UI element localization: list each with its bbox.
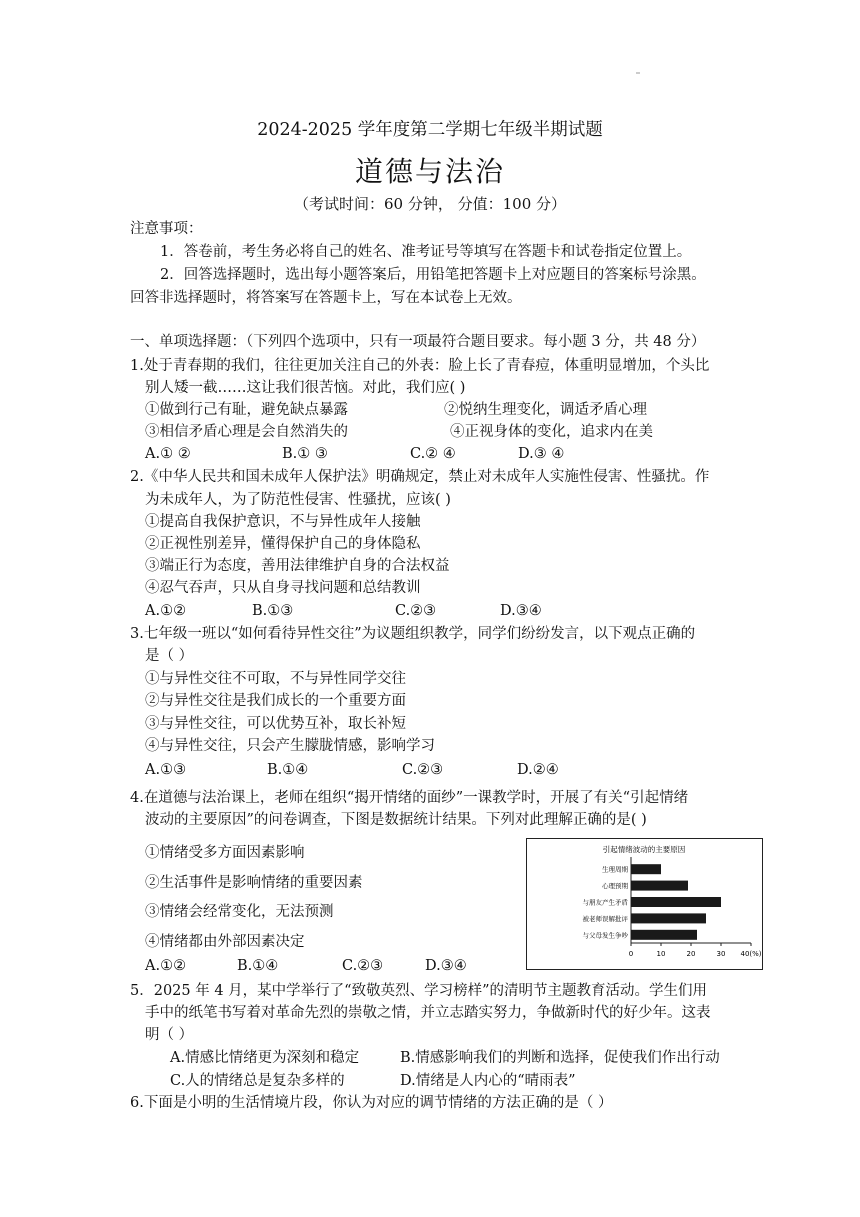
- q3-option-1: ①与异性交往不可取，不与异性同学交往: [145, 671, 406, 687]
- chart-category-label: 心理预期: [602, 882, 628, 891]
- q4-option-1: ①情绪受多方面因素影响: [145, 845, 305, 861]
- q2-stem-2: 为未成年人，为了防范性侵害、性骚扰，应该( ): [145, 492, 451, 508]
- chart-x-tick-label: 0: [628, 950, 634, 958]
- chart-x-tick-label: 40(%): [740, 950, 762, 958]
- q4-stem-1: 4.在道德与法治课上，老师在组织“揭开情绪的面纱”一课教学时，开展了有关“引起情绪: [130, 790, 689, 806]
- chart-bar: [631, 897, 721, 907]
- q1-stem-2: 别人矮一截……这让我们很苦恼。对此，我们应( ): [145, 380, 466, 396]
- notice-heading: 注意事项：: [130, 221, 203, 237]
- q3-choice-c: C.②③: [402, 762, 444, 778]
- corner-mark: [636, 72, 640, 74]
- q2-option-1: ①提高自我保护意识，不与异性成年人接触: [145, 514, 421, 530]
- q4-option-3: ③情绪会经常变化，无法预测: [145, 904, 334, 920]
- exam-title: 2024-2025 学年度第二学期七年级半期试题: [257, 120, 603, 140]
- q3-choice-a: A.①③: [145, 762, 187, 778]
- q4-choice-b: B.①④: [237, 958, 279, 974]
- q5-choice-c: C.人的情绪总是复杂多样的: [170, 1073, 345, 1089]
- section-heading: 一、单项选择题：（下列四个选项中，只有一项最符合题目要求。每小题 3 分，共 48 分）: [130, 334, 706, 350]
- q3-choice-d: D.②④: [517, 762, 559, 778]
- q1-choice-b: B.① ③: [282, 446, 328, 462]
- chart-category-label: 生理周期: [602, 865, 628, 874]
- chart-svg: [527, 839, 762, 969]
- q3-stem-1: 3.七年级一班以“如何看待异性交往”为议题组织教学，同学们纷纷发言，以下观点正确的: [130, 626, 696, 642]
- q1-choice-d: D.③ ④: [518, 446, 565, 462]
- q4-option-2: ②生活事件是影响情绪的重要因素: [145, 875, 363, 891]
- chart-category-label: 与朋友产生矛盾: [582, 898, 628, 907]
- q2-choice-c: C.②③: [395, 603, 437, 619]
- chart-bar: [631, 864, 661, 874]
- q4-stem-2: 波动的主要原因”的问卷调查，下图是数据统计结果。下列对此理解正确的是( ): [145, 812, 647, 828]
- q1-option-3: ③相信矛盾心理是会自然消失的: [145, 424, 348, 440]
- q6-stem-1: 6.下面是小明的生活情境片段，你认为对应的调节情绪的方法正确的是（ ）: [130, 1095, 613, 1111]
- chart-x-tick-label: 30: [716, 950, 726, 958]
- notice-line-3: 回答非选择题时，将答案写在答题卡上，写在本试卷上无效。: [130, 290, 522, 306]
- q5-choice-a: A.情感比情绪更为深刻和稳定: [170, 1050, 360, 1066]
- q3-stem-2: 是（ ）: [145, 648, 194, 664]
- chart-category-label: 被老师误解批评: [582, 914, 628, 923]
- q1-option-1: ①做到行己有耻，避免缺点暴露: [145, 402, 348, 418]
- q5-stem-1: 5．2025 年 4 月，某中学举行了“致敬英烈、学习榜样”的清明节主题教育活动。学生们用: [130, 983, 708, 999]
- q4-option-4: ④情绪都由外部因素决定: [145, 934, 305, 950]
- q2-choice-a: A.①②: [145, 603, 187, 619]
- q1-stem-1: 1.处于青春期的我们，往往更加关注自己的外表：脸上长了青春痘，体重明显增加，个头比: [130, 358, 710, 374]
- q2-stem-1: 2.《中华人民共和国未成年人保护法》明确规定，禁止对未成年人实施性侵害、性骚扰。作: [130, 469, 710, 485]
- notice-line-1: 1．答卷前，考生务必将自己的姓名、准考证号等填写在答题卡和试卷指定位置上。: [160, 244, 692, 260]
- q5-choice-d: D.情绪是人内心的“晴雨表”: [400, 1073, 576, 1089]
- q2-option-2: ②正视性别差异，懂得保护自己的身体隐私: [145, 536, 421, 552]
- q3-choice-b: B.①④: [267, 762, 309, 778]
- q2-option-4: ④忍气吞声，只从自身寻找问题和总结教训: [145, 580, 421, 596]
- exam-info: （考试时间：60 分钟， 分值：100 分）: [293, 195, 567, 213]
- q5-stem-2: 手中的纸笔书写着对革命先烈的崇敬之情，并立志踏实努力，争做新时代的好少年。这表: [145, 1005, 711, 1021]
- q1-choice-c: C.② ④: [410, 446, 456, 462]
- q5-choice-b: B.情感影响我们的判断和选择，促使我们作出行动: [400, 1050, 720, 1066]
- chart-bar: [631, 930, 697, 940]
- emotion-causes-chart: [526, 838, 763, 970]
- chart-bar: [631, 881, 688, 891]
- q1-option-4: ④正视身体的变化，追求内在美: [450, 424, 653, 440]
- chart-bar: [631, 913, 706, 923]
- q3-option-3: ③与异性交往，可以优势互补，取长补短: [145, 716, 406, 732]
- q3-option-2: ②与异性交往是我们成长的一个重要方面: [145, 693, 406, 709]
- subject-title: 道德与法治: [354, 155, 505, 188]
- q4-choice-a: A.①②: [145, 958, 187, 974]
- q3-option-4: ④与异性交往，只会产生朦胧情感，影响学习: [145, 738, 435, 754]
- q1-option-2: ②悦纳生理变化，调适矛盾心理: [444, 402, 647, 418]
- chart-x-tick-label: 10: [656, 950, 666, 958]
- q4-choice-d: D.③④: [425, 958, 467, 974]
- q1-choice-a: A.① ②: [145, 446, 191, 462]
- q2-choice-b: B.①③: [252, 603, 294, 619]
- chart-title: 引起情绪波动的主要原因: [602, 845, 686, 854]
- notice-line-2: 2．回答选择题时，选出每小题答案后，用铅笔把答题卡上对应题目的答案标号涂黑。: [160, 267, 706, 283]
- q2-option-3: ③端正行为态度，善用法律维护自身的合法权益: [145, 558, 450, 574]
- chart-category-label: 与父母发生争吵: [582, 931, 628, 940]
- q4-choice-c: C.②③: [342, 958, 384, 974]
- q2-choice-d: D.③④: [500, 603, 542, 619]
- q5-stem-3: 明（ ）: [145, 1027, 194, 1043]
- chart-x-tick-label: 20: [686, 950, 696, 958]
